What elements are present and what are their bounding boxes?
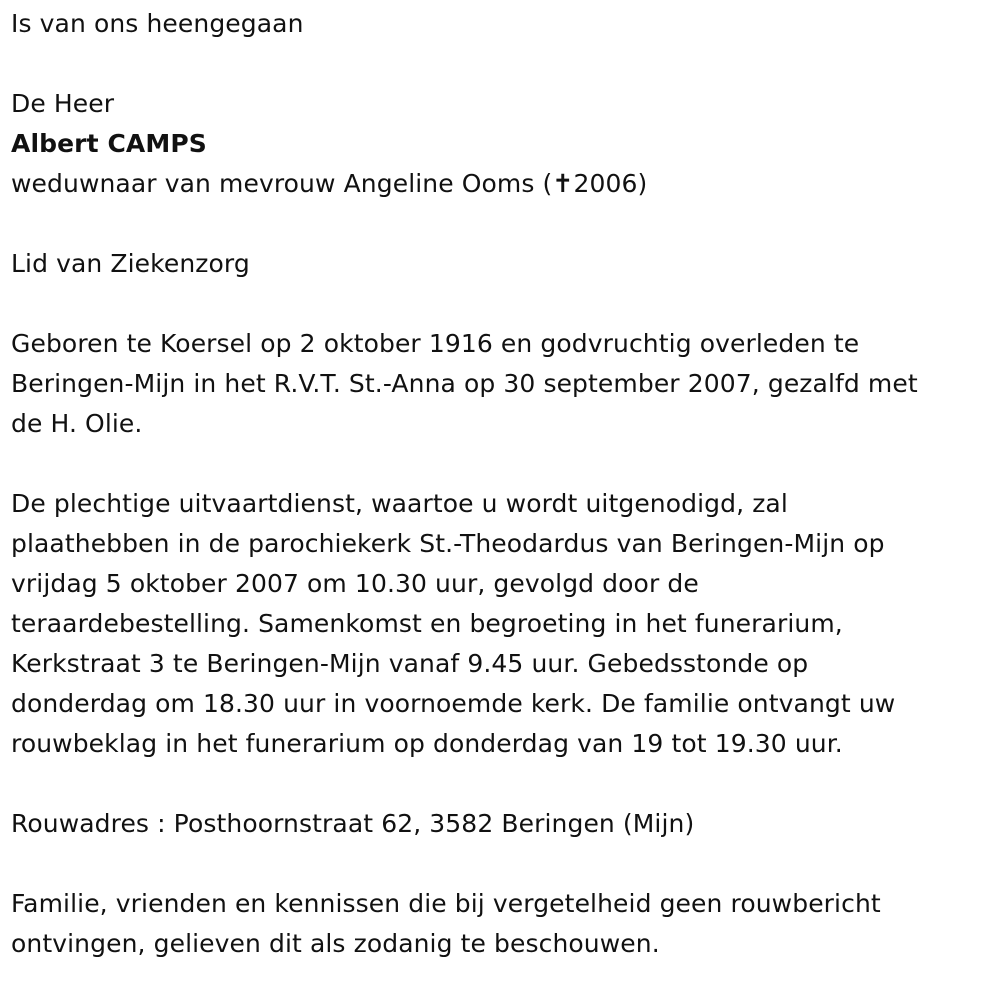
paragraph-line: Geboren te Koersel op 2 oktober 1916 en godvruchtig overleden te (11, 329, 860, 358)
spacer (11, 284, 986, 324)
spacer (11, 44, 986, 84)
paragraph-line: ontvingen, gelieven dit als zodanig te beschouwen. (11, 929, 660, 958)
paragraph-line: vrijdag 5 oktober 2007 om 10.30 uur, gevolgd door de (11, 569, 699, 598)
closing-paragraph (11, 884, 986, 964)
paragraph-line: De plechtige uitvaartdienst, waartoe u wordt uitgenodigd, zal (11, 489, 788, 518)
deceased-name: Albert CAMPS (11, 129, 207, 158)
funeral-paragraph (11, 484, 986, 764)
salutation: De Heer (11, 89, 115, 118)
intro-line: Is van ons heengegaan (11, 9, 304, 38)
spacer (11, 844, 986, 884)
paragraph-line: plaathebben in de parochiekerk St.-Theodardus van Beringen-Mijn op (11, 529, 885, 558)
paragraph-line: rouwbeklag in het funerarium op donderdag van 19 tot 19.30 uur. (11, 729, 843, 758)
spacer (11, 204, 986, 244)
paragraph-line: donderdag om 18.30 uur in voornoemde kerk. De familie ontvangt uw (11, 689, 896, 718)
paragraph-line: teraardebestelling. Samenkomst en begroeting in het funerarium, (11, 609, 843, 638)
paragraph-line: Familie, vrienden en kennissen die bij vergetelheid geen rouwbericht (11, 889, 881, 918)
birth-death-paragraph (11, 324, 986, 444)
death-notice (11, 4, 986, 964)
spacer (11, 444, 986, 484)
membership-line: Lid van Ziekenzorg (11, 249, 250, 278)
paragraph-line: Beringen-Mijn in het R.V.T. St.-Anna op 30 september 2007, gezalfd met (11, 369, 918, 398)
paragraph-line: de H. Olie. (11, 409, 143, 438)
spouse-line: weduwnaar van mevrouw Angeline Ooms (✝2006) (11, 169, 648, 198)
spacer (11, 764, 986, 804)
address-line: Rouwadres : Posthoornstraat 62, 3582 Beringen (Mijn) (11, 809, 695, 838)
paragraph-line: Kerkstraat 3 te Beringen-Mijn vanaf 9.45 uur. Gebedsstonde op (11, 649, 809, 678)
